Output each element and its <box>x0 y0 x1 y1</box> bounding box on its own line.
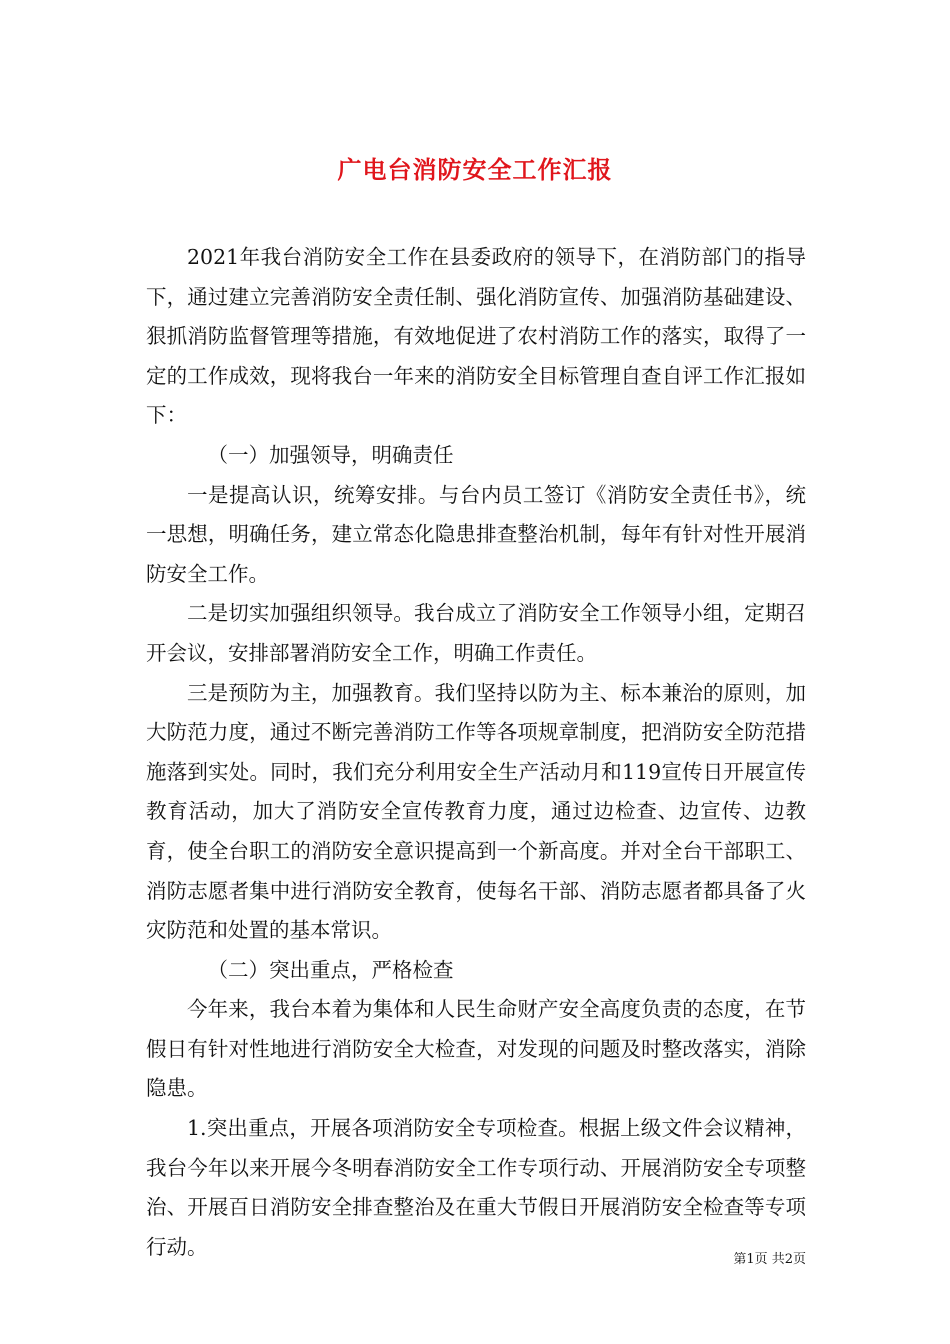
paragraph-2-intro: 今年来，我台本着为集体和人民生命财产安全高度负责的态度，在节假日有针对性地进行消防安全大检查，对发现的问题及时整改落实，消除隐患。 <box>146 997 806 1101</box>
paragraph-2-1: 1.突出重点，开展各项消防安全专项检查。根据上级文件会议精神，我台今年以来开展今冬明春消防安全工作专项行动、开展消防安全专项整治、开展百日消防安全排查整治及在重大节假日开展消防安全检查等专项行动。 <box>146 1116 806 1259</box>
paragraph-1-2: 二是切实加强组织领导。我台成立了消防安全工作领导小组，定期召开会议，安排部署消防安全工作，明确工作责任。 <box>146 601 806 665</box>
paragraph-1-1: 一是提高认识，统筹安排。与台内员工签订《消防安全责任书》，统一思想，明确任务，建立常态化隐患排查整治机制，每年有针对性开展消防安全工作。 <box>146 482 806 586</box>
document-body <box>146 238 806 1267</box>
paragraph-intro: 2021年我台消防安全工作在县委政府的领导下，在消防部门的指导下，通过建立完善消防安全责任制、强化消防宣传、加强消防基础建设、狠抓消防监督管理等措施，有效地促进了农村消防工作的落实，取得了一定的工作成效，现将我台一年来的消防安全目标管理自查自评工作汇报如下： <box>146 245 806 428</box>
page-number-footer: 第1页 共2页 <box>733 1252 806 1267</box>
section-heading-1: （一）加强领导，明确责任 <box>207 442 454 467</box>
page-title: 广电台消防安全工作汇报 <box>337 156 613 185</box>
section-heading-2: （二）突出重点，严格检查 <box>207 957 454 982</box>
paragraph-1-3: 三是预防为主，加强教育。我们坚持以防为主、标本兼治的原则，加大防范力度，通过不断完善消防工作等各项规章制度，把消防安全防范措施落到实处。同时，我们充分利用安全生产活动月和119宣传日开展宣传教育活动，加大了消防安全宣传教育力度，通过边检查、边宣传、边教育，使全台职工的消防安全意识提高到一个新高度。并对全台干部职工、消防志愿者集中进行消防安全教育，使每名干部、消防志愿者都具备了火灾防范和处置的基本常识。 <box>146 680 806 943</box>
